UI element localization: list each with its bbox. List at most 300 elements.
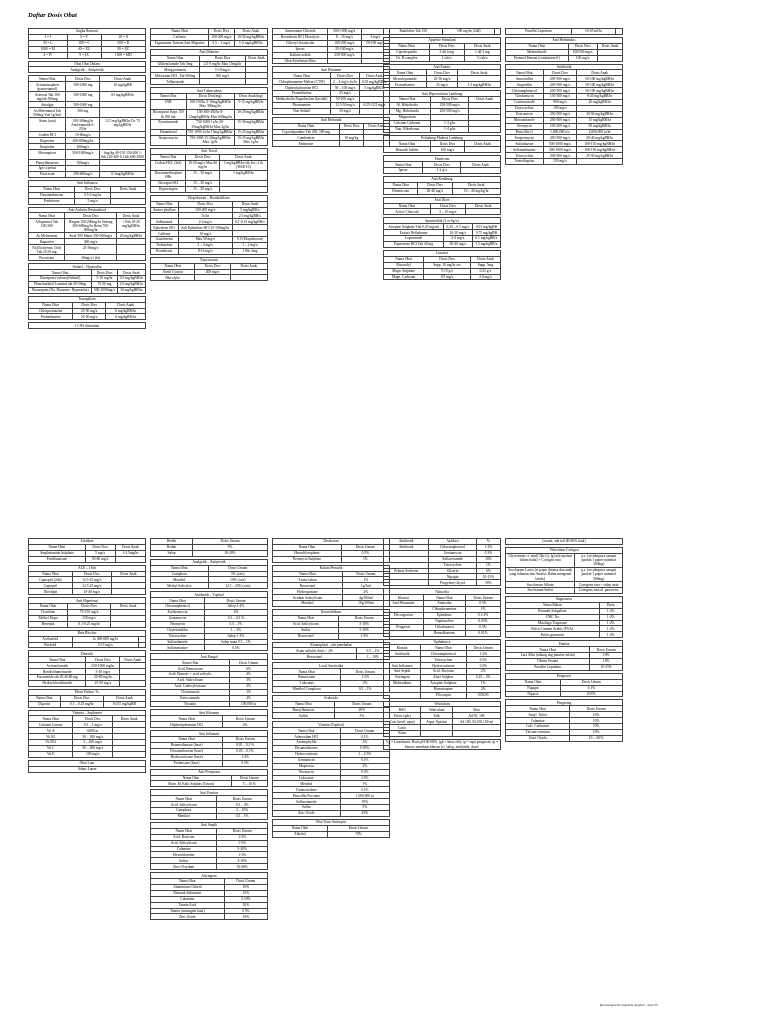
table-cell: 0.25 – 2%: [466, 674, 500, 680]
table-cell: 0.5%: [466, 601, 501, 607]
table-cell: Dosis Umum: [193, 539, 268, 545]
table-cell: 1-2.5mg/hr: [115, 550, 145, 556]
dosage-table: [383, 64, 501, 89]
table-cell: Antibiotik: [384, 544, 429, 550]
table-cell: Resorcinol: [273, 583, 343, 589]
table-cell: 10%: [570, 712, 623, 718]
dosage-table: [28, 538, 146, 563]
table-cell: Zinci Oxyda: [506, 735, 570, 741]
column-header: Nama Obat: [151, 796, 217, 802]
column-header: Dosis Dws: [426, 70, 457, 76]
table-cell: 0.5 – 1%: [204, 621, 267, 627]
table-cell: 25-50 mg/kgBB/hr: [577, 153, 623, 159]
table-row: [151, 170, 268, 180]
table-cell: 10%: [224, 902, 267, 908]
column-header: Aplikasi: [429, 539, 476, 545]
table-cell: Ad 50, 100: [452, 713, 500, 719]
table-cell: 500-1000mg/x: [92, 287, 118, 293]
table-cell: Mg. Hidroksida: [384, 108, 431, 114]
table-cell: As.Mefenamat: [29, 233, 65, 239]
table-cell: 8 – 16 mg/x: [328, 34, 361, 40]
table-cell: Salbutamol: [151, 219, 179, 225]
column-header: Nama Obat: [151, 55, 200, 61]
table-cell: 4 = IV: [29, 52, 68, 58]
column-header: Dosis Umum: [217, 828, 268, 834]
table-cell: 1g/5ml: [342, 583, 389, 589]
column-header: Dosis Umum: [230, 660, 268, 666]
table-cell: Adenoidum HCl: [273, 734, 341, 740]
table-cell: 5-20%: [217, 846, 268, 852]
table-row: [384, 82, 501, 88]
table-cell: 15 – 30 mg/x: [186, 170, 219, 180]
table-cell: 0.5%: [224, 908, 267, 914]
table-cell: Neomycin: [506, 123, 544, 129]
column-header: Dosis Dws: [431, 97, 469, 103]
table-cell: 100-200 mg/x: [543, 123, 577, 129]
table-caption: Anti Emetic: [384, 64, 501, 70]
table-cell: Astringent: [384, 674, 421, 680]
table-cell: 500-1000mg/x: [66, 150, 100, 160]
table-caption: Vitamin (Topikal): [273, 722, 390, 728]
table-cell: 0.1 mg/kgBB/x: [472, 236, 500, 242]
table-cell: Bismuth Subgallate: [506, 608, 600, 614]
table-caption: Pinulae: [506, 641, 623, 647]
table-cell: Dimeticone: [384, 188, 418, 194]
table-row: [506, 29, 623, 35]
table-row: [29, 245, 146, 255]
table-caption: Keratoplasti – utk penebalan: [273, 642, 390, 648]
table-cell: Zinci Sulphas: [421, 674, 467, 680]
table-cell: Sulfametazine: [151, 645, 205, 651]
table-cell: Al. Hidroksida: [384, 102, 431, 108]
table-cell: 250-500 mg/x: [328, 52, 361, 58]
table-cell: 12.5 – 25% (cair): [208, 583, 267, 589]
table-cell: Bromhexin HCl Mucolytic: [273, 34, 328, 40]
table-cell: 500 mg/x: [200, 73, 246, 79]
table-cell: Noscapin HCl: [151, 180, 186, 186]
table-cell: 1 = I: [29, 34, 68, 40]
table-cell: 0.002%: [466, 692, 500, 698]
table-cell: Embonate: [273, 141, 340, 147]
dosage-table: [272, 565, 390, 607]
table-cell: 0.1%: [340, 787, 389, 793]
column-header: Nama Obat: [273, 825, 328, 831]
table-cell: Corrigens rasa al. passovers: [575, 588, 623, 594]
column-header: Dosis Anak: [113, 716, 146, 722]
table-caption: Emeticum: [384, 156, 501, 162]
table-cell: Fenilbutazone: [29, 556, 86, 562]
table-cell: Acid. Salicylicum: [273, 621, 339, 627]
table-cell: 5% (cair): [208, 571, 267, 577]
table-cell: Promethazine: [384, 82, 427, 88]
dosage-table: [150, 538, 268, 557]
table-cell: 10%: [590, 653, 623, 659]
table-cell: 3%: [230, 677, 268, 683]
bottom-col-4: [383, 538, 501, 752]
bottom-col-2: [150, 538, 268, 922]
column-header: Dosis Dws: [429, 43, 464, 49]
table-caption: Vitamin – Suplemen: [29, 710, 146, 716]
table-cell: Adeps Lanae: [29, 766, 146, 772]
table-cell: 1.5 mg/kgBB/x: [472, 242, 500, 248]
table-cell: 5-10%: [224, 896, 267, 902]
table-cell: [245, 79, 267, 85]
table-cell: [469, 126, 501, 132]
column-header: Nama Obat: [151, 263, 195, 269]
table-cell: Papaverine HCl Tab 40 mg: [384, 242, 444, 248]
dosage-table: [28, 263, 146, 294]
table-cell: 1-8th 4mg: [232, 248, 267, 254]
column-header: Dosis Anak: [461, 162, 501, 168]
table-cell: [577, 159, 623, 165]
dosage-table: [28, 565, 146, 596]
table-cell: 50 – 100 mg/x: [331, 85, 360, 91]
column-header: Nama Obat: [384, 97, 431, 103]
dosage-table: [383, 197, 501, 216]
table-cell: Anti Septik: [384, 669, 421, 675]
column-header: Dosis: [599, 602, 622, 608]
table-cell: 0.5-2 mg/hr: [75, 192, 111, 198]
bottom-col-1: [28, 538, 146, 775]
table-cell: Mucilago Tragacant: [506, 620, 600, 626]
table-cell: Zinc Oxide: [151, 914, 225, 920]
table-cell: 250-1000 mg/hr: [86, 663, 120, 669]
table-cell: [384, 580, 429, 586]
table-cell: Guaifenesin: [151, 237, 179, 243]
table-cell: 1-5%: [339, 633, 390, 639]
table-cell: Penicillin G: [506, 129, 544, 135]
table-cell: 75-150 mg/x: [68, 609, 111, 615]
dosage-table: [383, 155, 501, 174]
table-cell: Pulvis gummosi: [506, 632, 600, 638]
table-cell: 12.5 mg/kgBB/hr Dr. 75 mg/kgBB/hr: [100, 118, 146, 132]
table-cell: Nitrazepam (Na. Biurasin+ Hypnoteka): [29, 287, 92, 293]
table-cell: Sulfamethazine: [506, 147, 544, 153]
dosage-table: [28, 296, 146, 321]
table-cell: q.s. (secukupnya sampai jumlah 1 paper minimal 300mg): [575, 553, 623, 567]
column-header: Nama Obat: [506, 43, 569, 49]
table-cell: 10%: [224, 890, 267, 896]
table-cell: [120, 680, 146, 686]
table-cell: 0.5 mg/x: [424, 274, 471, 280]
table-cell: 10-20 mg/x Max 60 mg/hr: [186, 160, 219, 170]
table-cell: Ibuprofen: [29, 138, 66, 144]
table-cell: 2%: [223, 722, 268, 728]
table-cell: 1000 = M: [29, 46, 68, 52]
table-cell: 1-5%: [217, 840, 268, 846]
table-row: [273, 141, 390, 147]
table-cell: 1-2 mg/kgBB/hr: [234, 40, 267, 46]
table-caption: Antidiare: [29, 539, 146, 545]
table-cell: 1%: [230, 689, 268, 695]
table-cell: 10-20 mg/kgBB/hr: [234, 110, 267, 120]
table-cell: 2%: [204, 609, 267, 615]
table-cell: Calcium Lactate: [29, 722, 73, 728]
table-cell: Sulfur: [273, 805, 341, 811]
table-cell: Acid. Salicylicum: [151, 840, 217, 846]
column-header: Dosis Dws: [73, 302, 106, 308]
column-header: Nama Obat: [384, 162, 423, 168]
table-caption: Diuretik: [29, 651, 146, 657]
table-cell: 0.5 mg/kgBB/hr: [117, 276, 145, 282]
column-header: Dosis Umum: [204, 598, 267, 604]
table-caption: Laxative: [384, 250, 501, 256]
table-cell: Bisacodyl: [384, 262, 424, 268]
table-caption: Naturalia: [384, 589, 501, 595]
column-header: Nama Obat: [151, 154, 186, 160]
table-row: [29, 92, 146, 102]
table-cell: 12.5-25 mg/x: [72, 577, 111, 583]
table-cell: 750-1000 15-20mg/kgBB/hr Max 1g/hr: [186, 135, 234, 145]
table-row: [29, 314, 146, 320]
column-header: Nama Obat: [384, 182, 418, 188]
table-cell: <15th 10-20 mg/kgBB/hr: [117, 219, 146, 233]
table-cell: 250-500 mg/x: [543, 117, 577, 123]
dosage-table: [272, 819, 390, 838]
table-cell: Bromhexin: [151, 248, 179, 254]
column-header: Dosis Dws: [86, 657, 120, 663]
table-cell: Paraffin Liquidum: [506, 664, 590, 670]
dosage-table: [383, 90, 501, 132]
column-header: Nama Obat: [506, 706, 570, 712]
table-cell: 5-15 g/x: [424, 268, 471, 274]
table-cell: 2,000,000 iu/hr: [577, 129, 623, 135]
table-cell: Streptomycin: [151, 135, 187, 145]
table-cell: 10g/100ml: [342, 601, 389, 607]
column-header: Dosis Umum: [334, 701, 389, 707]
table-cell: Chlorbutanol: [423, 624, 466, 630]
table-cell: 70%: [327, 831, 389, 837]
table-cell: 960 mg/x: [543, 99, 577, 105]
column-header: Nama Obat: [384, 256, 424, 262]
table-cell: Decongestan: [384, 612, 424, 618]
table-cell: 100 = C: [67, 40, 101, 46]
table-row: [384, 168, 501, 174]
table-cell: Saccharum Sulfat: [506, 588, 575, 594]
table-cell: 0.1-2%: [466, 612, 501, 618]
table-cell: 0.5%: [204, 645, 267, 651]
table-cell: 0.05%: [560, 691, 622, 697]
table-cell: 500 = D: [101, 40, 145, 46]
column-header: Dosis Dws: [430, 141, 464, 147]
column-header: Dosis Dws: [430, 203, 466, 209]
table-cell: Pyrazinamide: [151, 120, 187, 130]
column-header: Dosis Umum: [339, 615, 390, 621]
table-cell: 1,000,000 u/x: [543, 129, 577, 135]
column-header: Dosis Umum: [466, 645, 500, 651]
table-row: [273, 810, 390, 816]
column-header: Dosis Anak: [464, 43, 500, 49]
table-cell: Saccharum Lactis (si paper dimasa dan anak yang tidaman dan Amersi: Balan mengenai lateks): [506, 567, 575, 581]
table-cell: Dexamethasone: [29, 192, 75, 198]
column-header: Dosis Dws: [339, 123, 363, 129]
column-header: Dosis Umum: [223, 737, 268, 743]
table-cell: 100-200 mg/x: [178, 207, 232, 213]
table-cell: Mebhydrolin Napadisylate (Incidal): [273, 96, 331, 102]
dosage-table: [150, 709, 268, 728]
column-header: Nama Obat: [151, 828, 217, 834]
column-header: Dosis Anak: [111, 604, 146, 610]
table-cell: Calamine: [506, 718, 570, 724]
table-cell: Aluminium Chlorid: [151, 884, 225, 890]
table-caption: Anti Tussif: [151, 149, 268, 155]
table-cell: Loperamide: [384, 236, 444, 242]
table-cell: Hydrocortisone (base): [151, 754, 223, 760]
dosage-table: [272, 695, 390, 720]
table-cell: Acetaminophen (paracetamol): [29, 82, 66, 92]
table-cell: 100-200 mg/x: [209, 34, 235, 40]
dosage-table: [150, 822, 268, 870]
table-cell: 5-10%: [339, 621, 390, 627]
table-row: [384, 692, 501, 698]
table-cell: 0.25 g/x: [471, 268, 501, 274]
dosage-table: [150, 769, 268, 788]
table-cell: 1%: [342, 577, 389, 583]
column-header: Dosis Dws: [66, 76, 100, 82]
table-cell: Caffeine: [151, 231, 179, 237]
table-cell: 1-3%: [217, 834, 268, 840]
table-cell: Ipecac: [273, 46, 328, 52]
table-cell: 0.5%: [466, 657, 500, 663]
table-cell: 1%: [466, 606, 501, 612]
column-header: Nama Obat: [151, 29, 209, 35]
top-col-3: [272, 28, 390, 149]
table-cell: 100 mg/x: [73, 751, 113, 757]
column-header: Dosis Dws: [424, 256, 471, 262]
table-row: [273, 601, 390, 607]
table-cell: Antazolin: [423, 601, 466, 607]
table-row: [151, 120, 268, 130]
table-caption: Anti Histamin: [151, 710, 268, 716]
table-cell: [111, 589, 145, 595]
table-cell: 2%: [340, 740, 389, 746]
table-cell: Menthol: [273, 781, 341, 787]
column-header: Dosis Dws: [568, 43, 597, 49]
table-cell: 0.1-0.15 mg/kgBB/x: [232, 219, 267, 225]
column-header: Dosis Anak: [234, 29, 267, 35]
table-cell: 250 mg/x: [68, 615, 111, 621]
table-cell: 1%: [340, 781, 389, 787]
table-cell: 50-100 mg/kgBB/hr: [577, 76, 623, 82]
table-cell: [195, 275, 230, 281]
dosage-table: [272, 662, 390, 693]
table-cell: Atropine Sulphate Vial 0.25 mg/ml: [384, 224, 444, 230]
dosage-table: [150, 28, 268, 47]
table-caption: Antibiotik – Topikal: [151, 592, 268, 598]
column-header: Dosis Anak: [359, 73, 389, 79]
dosage-table: [272, 721, 390, 817]
table-cell: Tetracycline: [506, 153, 544, 159]
table-row: [506, 567, 623, 581]
table-cell: Analgetik – Antipiretik: [29, 67, 146, 73]
table-cell: Vg = Lanolinum; Basis pH 60-68%, (gb + khus obt); ip = sapa pengawet; ip = khusus membuat khusus (c) 'salep, antibiotik, dosis': [384, 740, 501, 750]
table-cell: 0.35 mg/kgBB/hr: [359, 79, 389, 85]
table-row: [29, 287, 146, 293]
table-cell: 5-10 mg/x: [86, 669, 120, 675]
dosage-table: [505, 547, 623, 594]
table-cell: 100 mg/x: [430, 147, 464, 153]
table-cell: 4-10%: [217, 858, 268, 864]
table-caption: Anti Helminthic: [506, 37, 623, 43]
table-row: [29, 82, 146, 92]
table-cell: Aqua, Spiritus: [421, 719, 452, 725]
table-cell: 8-20 mg/kgBB/hr: [577, 94, 623, 100]
table-cell: Supp. 10 mg/hr acs: [424, 262, 471, 268]
table-row: [151, 813, 268, 819]
table-cell: 0.5mg/kgBB/hr: [100, 171, 146, 177]
table-cell: Hypnoticgen: [151, 186, 186, 192]
table-cell: Glycerinum cr. atm(C3hr) (t, lg) mt(sepalaat dalam bulat) + Cortigen rasa: [506, 553, 575, 567]
table-row: [384, 147, 501, 153]
table-cell: Pulvis Gummi Arabic (PGA): [506, 626, 600, 632]
dosage-table: [272, 609, 390, 640]
column-header: Dosis Umum: [217, 796, 268, 802]
dosage-table: [272, 66, 390, 114]
table-caption: Vehiculum Cortigen: [506, 547, 623, 553]
table-cell: [115, 556, 145, 562]
table-cell: 2 – 10%: [217, 808, 268, 814]
column-header: Dosis Anak: [219, 154, 267, 160]
table-cell: 20-80 mg/hr: [86, 675, 120, 681]
column-header: Nama Obat: [384, 43, 430, 49]
table-cell: 90 = XC: [101, 46, 145, 52]
table-cell: Alkohol: [273, 831, 328, 837]
table-cell: Ammonium Chloride: [273, 29, 328, 35]
table-cell: [421, 731, 452, 737]
table-caption: Spasmolitik (2 or 8g/x): [384, 218, 501, 224]
column-header: BSO: [384, 707, 421, 713]
table-cell: 10 mg/kg: [339, 135, 363, 141]
table-cell: Cair (steril, aqua): [384, 719, 421, 725]
table-caption: Pelindung Mukosa Lambung: [384, 135, 501, 141]
column-header: Nama Obat: [151, 598, 205, 604]
table-cell: 1 CNS Stimulant: [29, 323, 146, 329]
table-cell: Bendroflumetiazide: [29, 669, 86, 675]
column-header: Dosis Anak: [465, 141, 501, 147]
table-cell: Anti Histamine: [384, 601, 424, 607]
table-cell: [616, 29, 623, 35]
dosage-table: [505, 699, 623, 741]
column-header: Nama Obat: [273, 615, 339, 621]
table-row: [29, 255, 146, 261]
table-cell: 10%: [570, 729, 623, 735]
dosage-table: [150, 49, 268, 85]
table-cell: 15 mg/kgBB/hr: [577, 117, 623, 123]
table-caption: Pengawet: [506, 673, 623, 679]
table-cell: 1 mg/kgBB/hr: [219, 170, 267, 180]
table-cell: 1-2%: [599, 626, 622, 632]
column-header: Dosis Umum: [341, 544, 389, 550]
table-row: [151, 760, 268, 766]
table-cell: 50-100 mg/kgBB/hr: [577, 88, 623, 94]
table-cell: 10-40 mg/x: [72, 589, 111, 595]
table-cell: Chloramphenicol: [421, 651, 467, 657]
table-cell: Tolbutamide: [151, 79, 200, 85]
table-cell: 40 = XL: [67, 46, 101, 52]
dosage-table: [28, 75, 146, 178]
table-cell: 0.1%: [340, 757, 389, 763]
table-caption: Kulum Pemutih: [273, 565, 390, 571]
column-header: Dosis Umum: [224, 879, 267, 885]
table-cell: Active Charcoal: [384, 209, 431, 215]
table-cell: 50-100 mg/x: [361, 40, 389, 46]
column-header: Vehiculum: [421, 707, 452, 713]
column-header: Dosis Dws: [178, 201, 232, 207]
table-cell: 65 mg/kgBB/hr: [100, 92, 146, 102]
table-cell: Diphenhydramine HCl: [273, 85, 331, 91]
table-row: [151, 550, 268, 556]
column-header: Dosis Umum: [208, 565, 267, 571]
